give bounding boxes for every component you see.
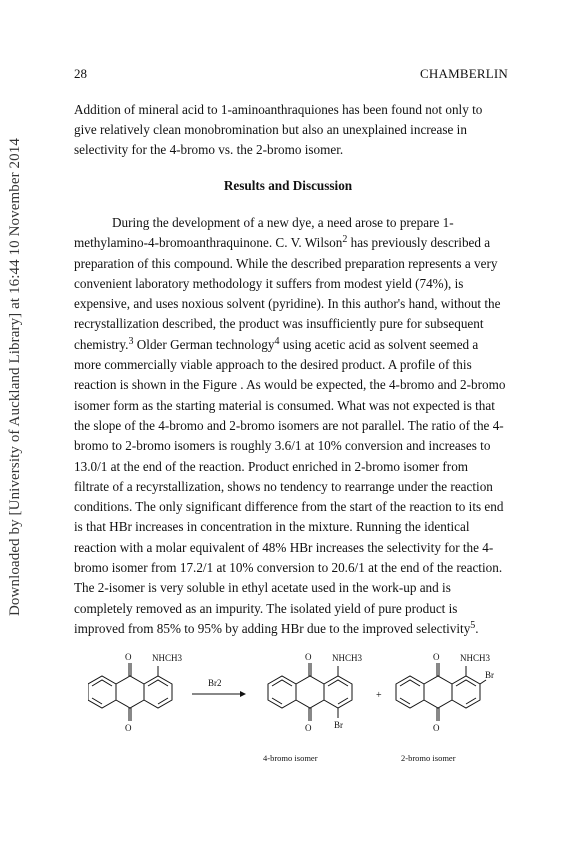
carbonyl-o-bottom: O	[433, 723, 440, 733]
section-heading: Results and Discussion	[223, 178, 353, 193]
carbonyl-o-top: O	[433, 652, 440, 662]
nhch3-label: NHCH3	[152, 653, 183, 663]
body-text-4: using acetic acid as solvent seemed a more commercially viable approach to the desired product. A profile of this reaction is shown in the Figure . As would be expected, the 4-bromo and 2-bromo isomer form as the starting material is consumed. What was not expected is that the slope of the 4-bromo and 2-bromo isomers are not parallel. The ratio of the 4-bromo to 2-bromo isomers is roughly 3.6/1 at 10% conversion and increases to 13.0/1 at the end of the reaction. Product enriched in 2-bromo isomer from filtrate of a recyrstallization, shows no tendency to rearrange under the reaction conditions. The only significant difference from the start of the reaction to its end is that HBr increases in concentration in the mixture. Running the identical reaction with a molar equivalent of 48% HBr increases the selectivity for the 4-bromo isomer from 17.2/1 at 10% conversion to 20.6/1 at the end of the reaction. The 2-isomer is very soluble in ethyl acetate used in the work-up and is completely removed as an impurity. The isolated yield of pure product is improved from 85% to 95% by adding HBr due to the improved selectivity	[74, 336, 506, 636]
plus-sign: +	[376, 690, 382, 701]
caption-4-bromo: 4-bromo isomer	[263, 753, 318, 763]
running-head: CHAMBERLIN	[420, 66, 508, 81]
carbonyl-o-bottom: O	[125, 723, 132, 733]
body-text-5: .	[475, 620, 479, 636]
body-paragraph	[74, 213, 506, 639]
reaction-scheme	[88, 648, 508, 768]
carbonyl-o-bottom: O	[305, 723, 312, 733]
reference-5: 5	[470, 619, 476, 631]
reference-4: 4	[274, 335, 280, 347]
reference-2: 2	[342, 234, 348, 246]
carbonyl-o-top: O	[305, 652, 312, 662]
download-watermark: Downloaded by [University of Auckland Library] at 16:44 10 November 2014	[7, 138, 23, 616]
bromo-label: Br	[334, 720, 343, 730]
nhch3-label: NHCH3	[460, 653, 491, 663]
2-bromo-product-structure	[396, 652, 494, 733]
reagent-label: Br2	[208, 678, 222, 688]
reference-3: 3	[128, 335, 134, 347]
reaction-arrow	[192, 678, 246, 697]
carbonyl-o-top: O	[125, 652, 132, 662]
body-text-1: During the development of a new dye, a need arose to prepare 1-methylamino-4-bromoanthraquinone. C. V. Wilson	[74, 215, 454, 251]
4-bromo-product-structure	[268, 652, 363, 733]
starting-material-structure	[88, 652, 183, 733]
page-number: 28	[74, 66, 87, 81]
bromo-label: Br	[485, 670, 494, 680]
body-text-2: has previously described a preparation of this compound. While the described preparation represents a very convenient laboratory methodology it suffers from modest yield (74%), is expensive, and uses noxious solvent (pyridine). In this author's hand, without the recrystallization described, the product was insufficiently pure for subsequent chemistry.	[74, 235, 501, 352]
nhch3-label: NHCH3	[332, 653, 363, 663]
caption-2-bromo: 2-bromo isomer	[401, 753, 456, 763]
intro-paragraph: Addition of mineral acid to 1-aminoanthraquiones has been found not only to give relatively clean monobromination but also an unexplained increase in selectivity for the 4-bromo vs. the 2-bromo isomer.	[74, 102, 483, 158]
body-text-3: Older German technology	[133, 336, 275, 352]
